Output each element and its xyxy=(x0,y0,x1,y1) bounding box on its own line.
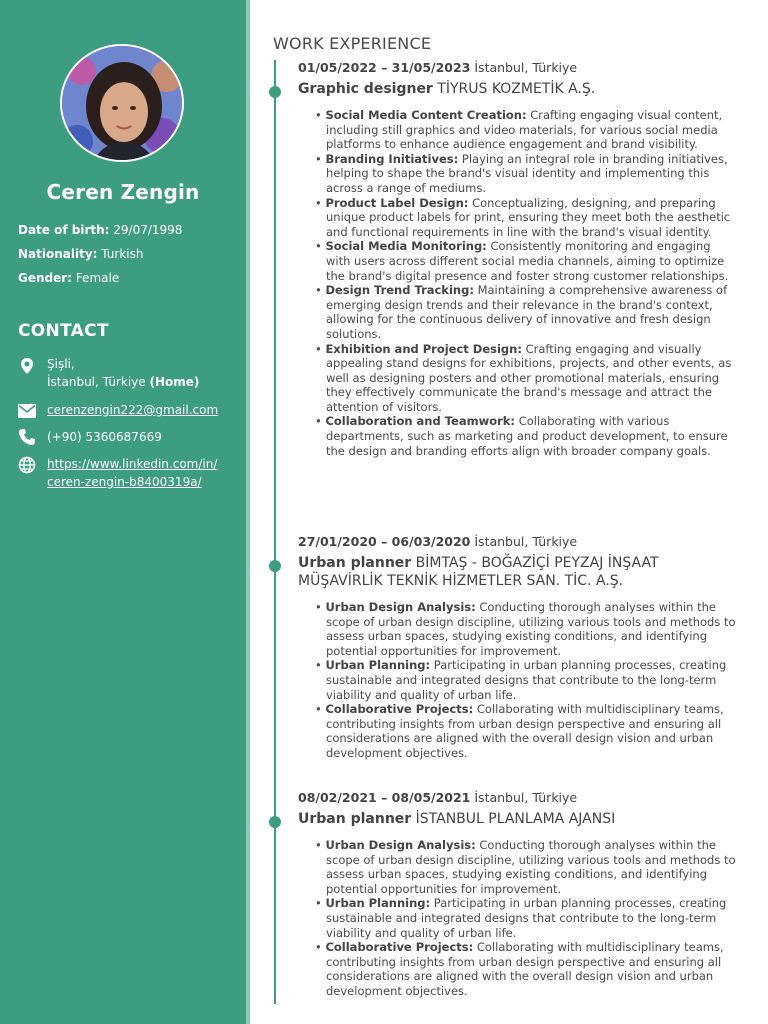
job-role: Graphic designer xyxy=(298,81,433,97)
bullet-label: Urban Design Analysis: xyxy=(325,838,476,852)
job-bullet xyxy=(315,239,738,283)
bullet-label: Collaborative Projects: xyxy=(325,940,474,955)
job-company: TİYRUS KOZMETİK A.Ş. xyxy=(437,81,596,97)
job-bullet xyxy=(315,414,738,458)
avatar-photo xyxy=(62,46,184,162)
job-bullets xyxy=(315,600,738,761)
job-date-row xyxy=(298,790,738,805)
bullet-text: Crafting engaging and visually appealing stand designs for exhibitions, projects, and other events, as well as designing posters and other promotional materials, ensuring they effectively communicate the brand's message and attract the attention of visitors. xyxy=(326,341,732,414)
bullet-text: Consistently monitoring and engaging with users across different social media channels, aiming to optimize the brand's digital presence and foster strong customer relationships. xyxy=(326,239,729,283)
job-bullet xyxy=(315,283,738,341)
avatar xyxy=(60,44,184,162)
job-bullet xyxy=(315,108,738,152)
job-company: BİMTAŞ - BOĞAZİÇİ PEYZAJ İNŞAAT MÜŞAVİRLİK TEKNİK HİZMETLER SAN. TİC. A.Ş. xyxy=(298,555,659,589)
bullet-label: Urban Design Analysis: xyxy=(325,600,476,614)
job-location: İstanbul, Türkiye xyxy=(474,60,578,75)
job-location: İstanbul, Türkiye xyxy=(474,534,578,549)
nationality xyxy=(18,247,143,261)
bullet-text: Participating in urban planning processes, creating sustainable and integrated designs that contribute to the long-term viability and quality of urban life. xyxy=(326,658,727,702)
job-bullet xyxy=(315,342,738,415)
job-location: İstanbul, Türkiye xyxy=(474,790,578,805)
gender-value: Female xyxy=(75,271,120,285)
email-link[interactable]: cerenzengin222@gmail.com xyxy=(47,403,219,417)
job-bullets xyxy=(315,838,738,999)
nationality-label: Nationality: xyxy=(18,247,98,261)
bullet-text: Collaborating with multidisciplinary teams, contributing insights from urban design perspective and ensuring all considerations are aligned with the overall design vision and urban development objectives. xyxy=(326,702,724,760)
address-line2: İstanbul, Türkiye xyxy=(47,375,146,389)
job-bullets xyxy=(315,108,738,458)
bullet-label: Social Media Content Creation: xyxy=(325,108,527,122)
bullet-label: Exhibition and Project Design: xyxy=(325,341,522,356)
globe-icon xyxy=(18,456,36,472)
job-bullet xyxy=(315,152,738,196)
date-of-birth-label: Date of birth: xyxy=(18,223,110,237)
job-role: Urban planner xyxy=(298,555,412,571)
bullet-text: Conducting thorough analyses within the scope of urban design discipline, utilizing various tools and methods to assess urban spaces, studying existing conditions, and identifying potential opportunities for improvement. xyxy=(326,838,736,896)
job-bullet xyxy=(315,838,738,896)
bullet-text: Maintaining a comprehensive awareness of emerging design trends and their relevance in the brand's context, allowing for the continuous delivery of innovative and fresh design solutions. xyxy=(326,283,728,341)
bullet-label: Collaborative Projects: xyxy=(325,702,474,717)
bullet-text: Crafting engaging visual content, including still graphics and video materials, for various social media platforms to enhance audience engagement and brand visibility. xyxy=(326,108,723,152)
candidate-name: Ceren Zengin xyxy=(46,180,200,204)
bullet-label: Collaboration and Teamwork: xyxy=(325,414,516,429)
sidebar-edge-divider xyxy=(246,0,250,1024)
bullet-text: Conducting thorough analyses within the scope of urban design discipline, utilizing various tools and methods to assess urban spaces, studying existing conditions, and identifying potential opportunities for improvement. xyxy=(326,600,736,658)
job-title-row xyxy=(298,80,738,98)
job-bullet xyxy=(315,600,738,658)
bullet-text: Participating in urban planning processes, creating sustainable and integrated designs that contribute to the long-term viability and quality of urban life. xyxy=(326,896,727,940)
job-dates: 01/05/2022 – 31/05/2023 xyxy=(298,60,471,75)
address-line2-row xyxy=(47,373,199,391)
envelope-icon xyxy=(18,403,36,419)
bullet-text: Collaborating with multidisciplinary teams, contributing insights from urban design perspective and ensuring all considerations are aligned with the overall design vision and urban development objectives. xyxy=(326,940,724,998)
linkedin-link[interactable] xyxy=(47,455,217,491)
date-of-birth xyxy=(18,223,182,237)
timeline-dot xyxy=(269,560,281,572)
job-bullet xyxy=(315,702,738,760)
sidebar xyxy=(0,0,246,1024)
bullet-label: Design Trend Tracking: xyxy=(325,283,474,298)
job-bullet xyxy=(315,896,738,940)
linkedin-line2: ceren-zengin-b8400319a/ xyxy=(47,475,202,489)
bullet-label: Branding Initiatives: xyxy=(325,151,459,166)
job-entry xyxy=(298,790,738,999)
bullet-label: Social Media Monitoring: xyxy=(325,239,487,254)
job-role: Urban planner xyxy=(298,811,412,827)
bullet-text: Conceptualizing, designing, and preparing unique product labels for print, ensuring they meet both the aesthetic and functional requirements in line with the brand's visual identity. xyxy=(326,195,731,239)
job-entry xyxy=(298,60,738,458)
bullet-label: Urban Planning: xyxy=(325,896,431,911)
contact-heading: CONTACT xyxy=(18,321,109,341)
location-pin-icon xyxy=(18,357,36,373)
bullet-text: Collaborating with various departments, such as marketing and product development, to ensure the design and branding efforts align with broader company goals. xyxy=(326,414,728,458)
timeline-dot xyxy=(269,816,281,828)
job-date-row xyxy=(298,534,738,549)
job-bullet xyxy=(315,658,738,702)
timeline-line xyxy=(274,60,276,1004)
address xyxy=(47,355,199,391)
gender-label: Gender: xyxy=(18,271,72,285)
bullet-label: Product Label Design: xyxy=(325,195,469,210)
phone-icon xyxy=(18,428,36,444)
job-bullet xyxy=(315,940,738,998)
date-of-birth-value: 29/07/1998 xyxy=(113,223,183,237)
phone-number: (+90) 5360687669 xyxy=(47,430,162,444)
linkedin-line1: https://www.linkedin.com/in/ xyxy=(47,457,218,471)
job-dates: 08/02/2021 – 08/05/2021 xyxy=(298,790,471,805)
gender xyxy=(18,271,119,285)
address-type: (Home) xyxy=(149,375,200,389)
job-title-row xyxy=(298,810,738,828)
timeline-dot xyxy=(269,86,281,98)
address-line1: Şişli, xyxy=(47,357,75,371)
job-title-row xyxy=(298,554,738,590)
nationality-value: Turkish xyxy=(101,247,144,261)
job-entry xyxy=(298,534,738,761)
job-company: İSTANBUL PLANLAMA AJANSI xyxy=(415,811,616,827)
job-dates: 27/01/2020 – 06/03/2020 xyxy=(298,534,471,549)
job-date-row xyxy=(298,60,738,75)
job-bullet xyxy=(315,196,738,240)
bullet-label: Urban Planning: xyxy=(325,658,431,673)
section-heading-work-experience: WORK EXPERIENCE xyxy=(273,34,432,53)
bullet-text: Playing an integral role in branding initiatives, helping to shape the brand's visual identity and implementing this across a range of mediums. xyxy=(326,151,728,195)
